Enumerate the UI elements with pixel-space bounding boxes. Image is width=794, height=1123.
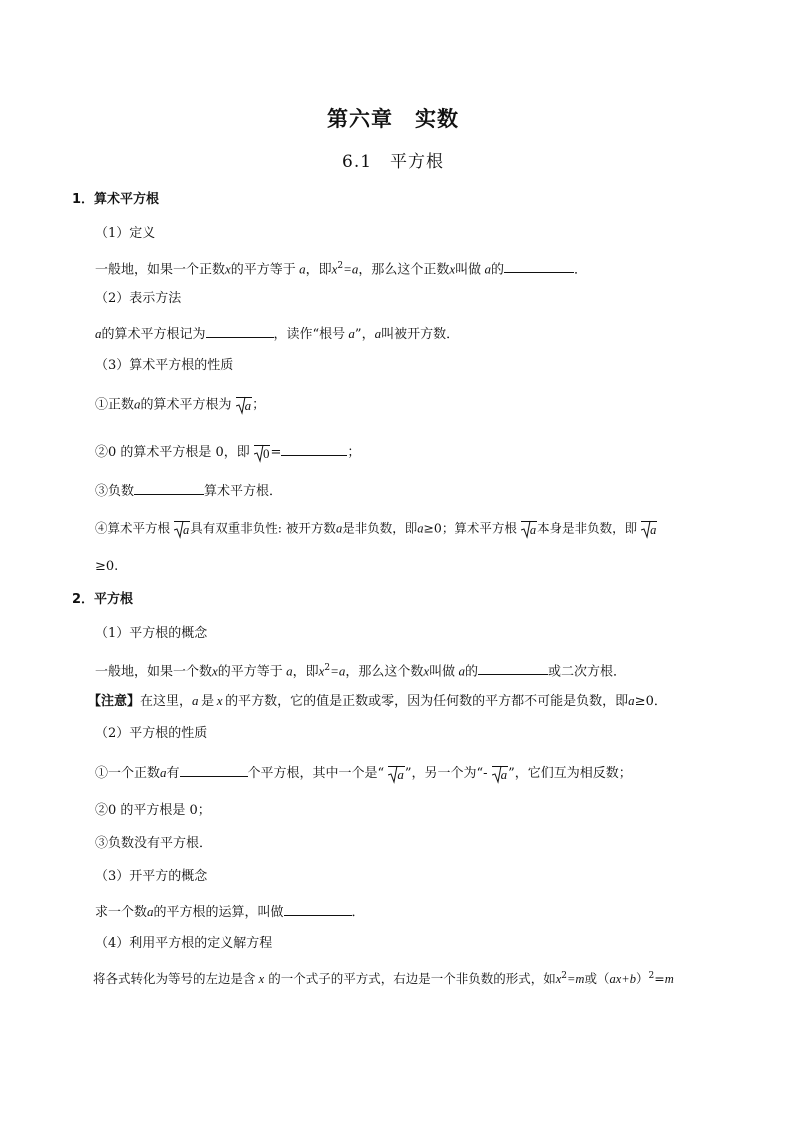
sqrt-a: a xyxy=(236,395,253,415)
label-concept: （1）平方根的概念 xyxy=(95,626,208,641)
representation-text: a的算术平方根记为 ，读作“根号 a”，a叫被开方数． xyxy=(95,326,460,342)
label-properties: （3）算术平方根的性质 xyxy=(95,358,234,373)
sqrt-property-1: ①一个正数a有 个平方根，其中一个是“ a”，另一个为“- a”，它们互为相反数； xyxy=(95,765,632,782)
sqrt-property-2: ②0 的平方根是 0； xyxy=(95,803,211,818)
sqrt-a: a xyxy=(388,764,405,784)
fill-blank[interactable] xyxy=(281,442,347,456)
sqrt-property-3: ③负数没有平方根． xyxy=(95,836,213,851)
fill-blank[interactable] xyxy=(478,661,548,675)
section-title: 6.1 平方根 xyxy=(342,152,445,172)
chapter-title: 第六章 实数 xyxy=(327,107,459,131)
note-text: 【注意】在这里，a 是 x 的平方数，它的值是正数或零，因为任何数的平方都不可能是负数，即a≥0． xyxy=(88,693,667,709)
label-open-square: （3）开平方的概念 xyxy=(95,869,208,884)
definition-text: 一般地，如果一个正数x的平方等于 a，即$x^2=a$，那么这个正数x叫做 a的 ． xyxy=(95,261,587,278)
fill-blank[interactable] xyxy=(504,259,574,273)
sqrt-a: a xyxy=(641,519,657,539)
label-representation: （2）表示方法 xyxy=(95,291,182,306)
heading-square-root: 2．平方根 xyxy=(72,592,134,607)
property-4: ④算术平方根 a具有双重非负性: 被开方数a是非负数，即a≥0；算术平方根 a本身是非负数，即 a xyxy=(95,520,657,537)
sqrt-a: a xyxy=(521,519,537,539)
property-2: ②0 的算术平方根是 0，即 0= ； xyxy=(95,442,360,463)
solve-equation-text: 将各式转化为等号的左边是含 x 的一个式子的平方式，右边是一个非负数的形式，如$x^2=m$或$(ax+b)^2=m$ xyxy=(93,971,674,987)
label-sqrt-properties: （2）平方根的性质 xyxy=(95,726,208,741)
open-square-text: 求一个数a的平方根的运算，叫做 ． xyxy=(95,904,365,920)
concept-text: 一般地，如果一个数x的平方等于 a，即$x^2=a$，那么这个数x叫做 a的 或二次方根． xyxy=(95,663,626,680)
fill-blank[interactable] xyxy=(134,481,204,495)
sqrt-a: a xyxy=(492,764,509,784)
label-solve-equation: （4）利用平方根的定义解方程 xyxy=(95,936,273,951)
fill-blank[interactable] xyxy=(206,324,274,338)
label-definition: （1）定义 xyxy=(95,226,156,241)
property-1: ①正数a的算术平方根为 a； xyxy=(95,396,266,413)
property-3: ③负数 算术平方根． xyxy=(95,481,282,501)
fill-blank[interactable] xyxy=(180,763,248,777)
heading-arithmetic-square-root: 1．算术平方根 xyxy=(72,192,160,207)
fill-blank[interactable] xyxy=(284,902,352,916)
property-4-continued: ≥0. xyxy=(95,559,119,574)
sqrt-a: a xyxy=(174,519,190,539)
sqrt-0: 0 xyxy=(254,443,271,463)
